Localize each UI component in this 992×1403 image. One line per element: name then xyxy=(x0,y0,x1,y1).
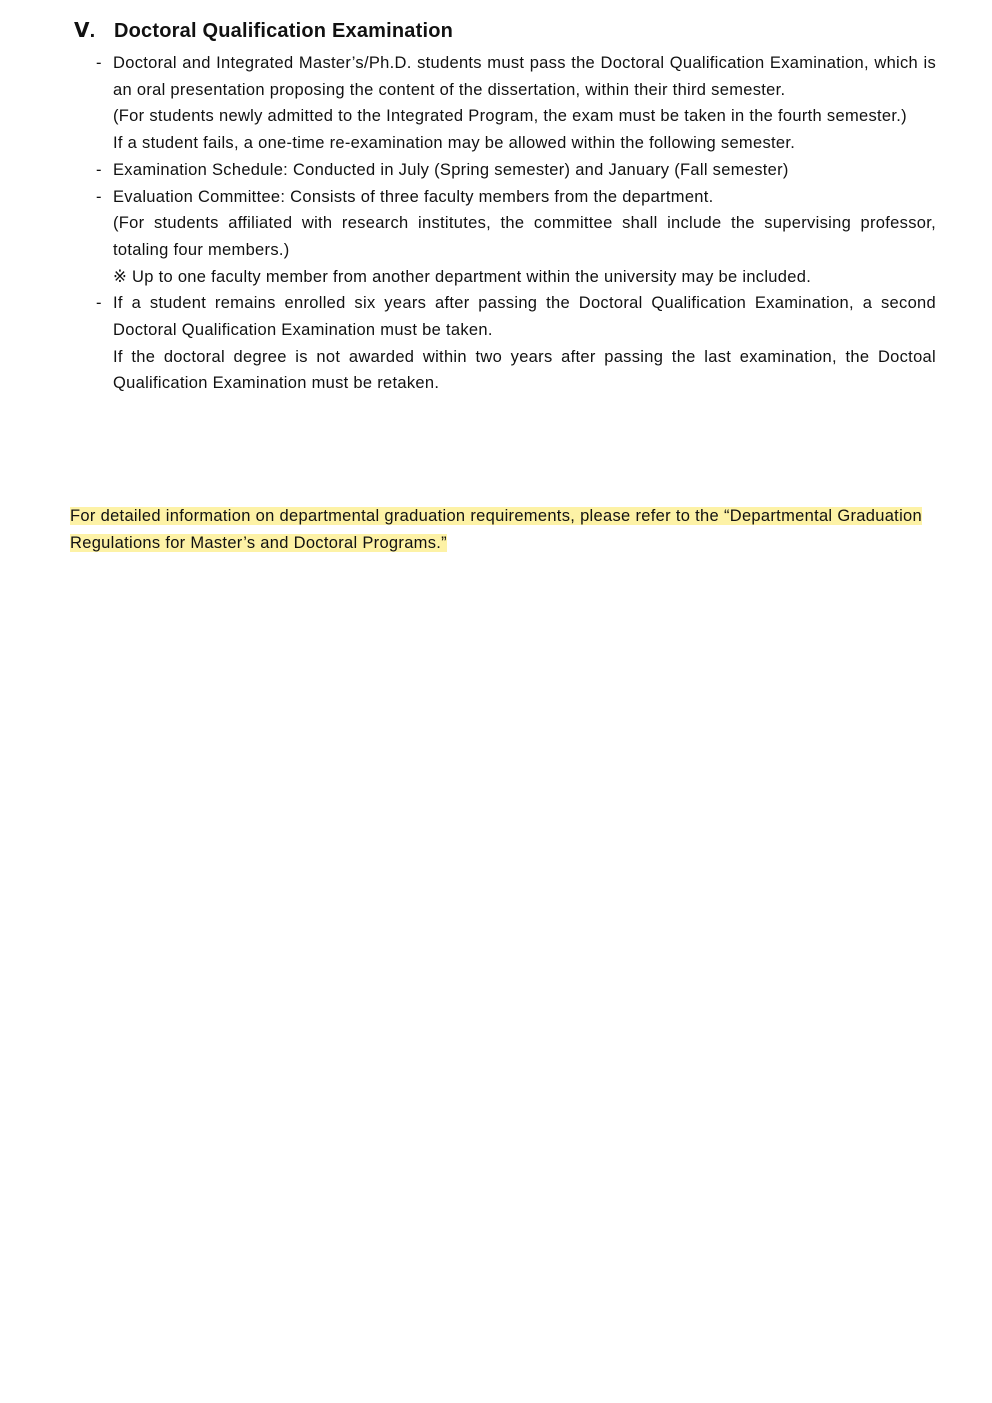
list-item xyxy=(96,157,936,184)
item-paragraph: Evaluation Committee: Consists of three faculty members from the department. xyxy=(113,187,714,206)
requirement-list xyxy=(96,50,936,397)
list-item xyxy=(96,290,936,397)
list-item xyxy=(96,184,936,291)
graduation-regulations-note xyxy=(70,503,922,556)
section-title: Doctoral Qualification Examination xyxy=(114,20,454,42)
item-paragraph: Examination Schedule: Conducted in July (Spring semester) and January (Fall semester) xyxy=(113,160,789,179)
list-dash: - xyxy=(96,187,102,206)
item-paragraph: If the doctoral degree is not awarded within two years after passing the last examination, the Doctoal Qualification Examination must be retaken. xyxy=(113,347,936,393)
item-paragraph: If a student remains enrolled six years after passing the Doctoral Qualification Examination, a second Doctoral Qualification Examination must be taken. xyxy=(113,294,936,340)
section-heading xyxy=(74,18,453,43)
item-paragraph: If a student fails, a one-time re-examination may be allowed within the following semester. xyxy=(113,134,796,153)
list-item xyxy=(96,50,936,157)
highlighted-note-text: For detailed information on departmental graduation requirements, please refer to the “Departmental Graduation Regulations for Master’s and Doctoral Programs.” xyxy=(70,507,922,552)
item-paragraph: (For students newly admitted to the Integrated Program, the exam must be taken in the fourth semester.) xyxy=(113,107,907,126)
item-paragraph: Doctoral and Integrated Master’s/Ph.D. students must pass the Doctoral Qualification Examination, which is an oral presentation proposing the content of the dissertation, within their third semester. xyxy=(113,54,936,99)
item-paragraph: (For students affiliated with research institutes, the committee shall include the supervising professor, totaling four members.) xyxy=(113,214,936,259)
section-numeral: Ⅴ. xyxy=(74,20,96,42)
list-dash: - xyxy=(96,160,102,179)
list-dash: - xyxy=(96,54,102,72)
list-dash: - xyxy=(96,294,102,313)
item-paragraph: ※ Up to one faculty member from another department within the university may be included. xyxy=(113,267,812,286)
